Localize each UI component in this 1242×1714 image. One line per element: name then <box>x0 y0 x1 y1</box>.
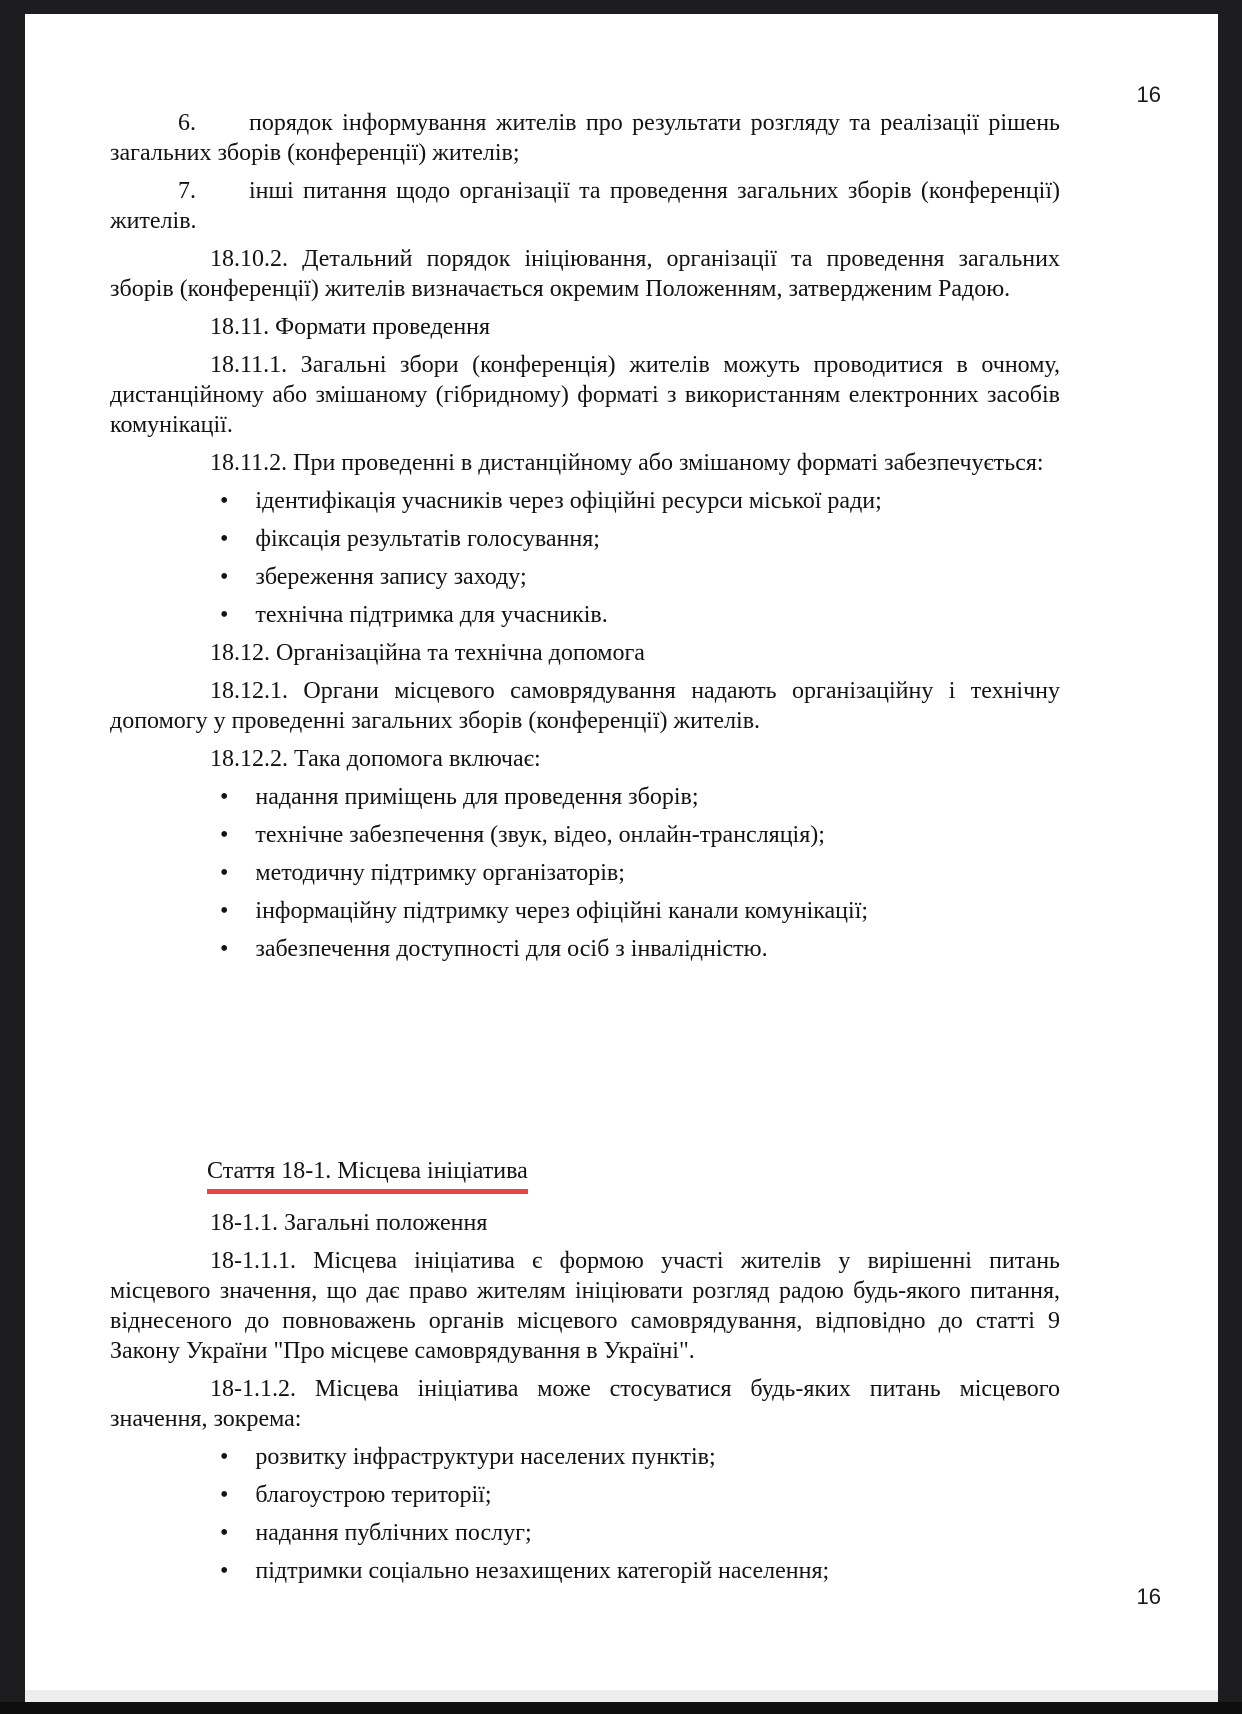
list-marker: 6. <box>178 110 196 136</box>
bullet-marker: • <box>220 1558 229 1584</box>
page-number-top: 16 <box>1136 82 1161 107</box>
heading-18-1-1: 18-1.1. Загальні положення <box>210 1210 488 1236</box>
bullet-marker: • <box>220 1482 229 1508</box>
document-content <box>110 108 1060 1594</box>
list-item-text: надання приміщень для проведення зборів; <box>255 784 699 810</box>
bullet-item <box>110 562 1060 592</box>
bullet-marker: • <box>220 784 229 810</box>
paragraph-18-12-1: 18.12.1. Органи місцевого самоврядування надають організаційну і технічну допомогу у проведенні загальних зборів (конференції) жителів. <box>110 678 1060 734</box>
bullet-marker: • <box>220 1444 229 1470</box>
page-number-bottom: 16 <box>1136 1584 1161 1609</box>
bullet-item <box>110 1556 1060 1586</box>
list-item-text: забезпечення доступності для осіб з інвалідністю. <box>255 936 768 962</box>
list-item-text: фіксація результатів голосування; <box>255 526 600 552</box>
bullet-item <box>110 1480 1060 1510</box>
bullet-item <box>110 934 1060 964</box>
bullet-marker: • <box>220 488 229 514</box>
bullet-marker: • <box>220 936 229 962</box>
list-item-text: збереження запису заходу; <box>255 564 527 590</box>
numbered-item-7 <box>110 176 1060 236</box>
bullet-item <box>110 1518 1060 1548</box>
next-page-edge <box>25 1690 1218 1702</box>
bullet-marker: • <box>220 822 229 848</box>
paragraph-18-1-1-1: 18-1.1.1. Місцева ініціатива є формою участі жителів у вирішенні питань місцевого значення, що дає право жителям ініціювати розгляд радою будь-якого питання, віднесеного до повноважень органів місцевого самоврядування, відповідно до статті 9 Закону України "Про місцеве самоврядування в Україні". <box>110 1248 1060 1364</box>
bullet-item <box>110 1442 1060 1472</box>
paragraph-18-10-2: 18.10.2. Детальний порядок ініціювання, організації та проведення загальних зборів (конференції) жителів визначається окремим Положенням, затвердженим Радою. <box>110 246 1060 302</box>
viewer-bottom-bar <box>0 1702 1242 1714</box>
bullet-marker: • <box>220 602 229 628</box>
heading-18-11: 18.11. Формати проведення <box>210 314 491 340</box>
list-item-text: інформаційну підтримку через офіційні канали комунікації; <box>255 898 869 924</box>
article-18-1-heading <box>110 1156 1060 1194</box>
list-item-text: технічне забезпечення (звук, відео, онлайн-трансляція); <box>255 822 825 848</box>
paragraph-18-1-1-2: 18-1.1.2. Місцева ініціатива може стосуватися будь-яких питань місцевого значення, зокрема: <box>110 1376 1060 1432</box>
list-item-text: підтримки соціально незахищених категорій населення; <box>255 1558 830 1584</box>
list-item-text: благоустрою території; <box>255 1482 492 1508</box>
list-item-text: розвитку інфраструктури населених пунктів; <box>255 1444 716 1470</box>
bullet-item <box>110 486 1060 516</box>
bullet-item <box>110 820 1060 850</box>
list-item-text: ідентифікація учасників через офіційні ресурси міської ради; <box>255 488 882 514</box>
bullet-marker: • <box>220 898 229 924</box>
paragraph-18-12-2: 18.12.2. Така допомога включає: <box>210 746 541 772</box>
list-item-text: інші питання щодо організації та проведення загальних зборів (конференції) жителів. <box>110 178 1060 234</box>
list-item-text: методичну підтримку організаторів; <box>255 860 625 886</box>
bullet-marker: • <box>220 564 229 590</box>
document-page <box>25 14 1218 1690</box>
bullet-item <box>110 858 1060 888</box>
list-item-text: порядок інформування жителів про результати розгляду та реалізації рішень загальних зборів (конференції) жителів; <box>110 110 1060 166</box>
paragraph-18-11-2: 18.11.2. При проведенні в дистанційному або змішаному форматі забезпечується: <box>210 450 1044 476</box>
bullet-marker: • <box>220 526 229 552</box>
paragraph-18-11-1: 18.11.1. Загальні збори (конференція) жителів можуть проводитися в очному, дистанційному або змішаному (гібридному) форматі з використанням електронних засобів комунікації. <box>110 352 1060 438</box>
numbered-item-6 <box>110 108 1060 168</box>
bullet-item <box>110 782 1060 812</box>
list-marker: 7. <box>178 178 196 204</box>
bullet-item <box>110 600 1060 630</box>
article-title-underlined: Стаття 18-1. Місцева ініціатива <box>207 1156 528 1194</box>
list-item-text: надання публічних послуг; <box>255 1520 532 1546</box>
list-item-text: технічна підтримка для учасників. <box>255 602 608 628</box>
bullet-item <box>110 896 1060 926</box>
bullet-marker: • <box>220 860 229 886</box>
bullet-item <box>110 524 1060 554</box>
heading-18-12: 18.12. Організаційна та технічна допомога <box>210 640 645 666</box>
bullet-marker: • <box>220 1520 229 1546</box>
